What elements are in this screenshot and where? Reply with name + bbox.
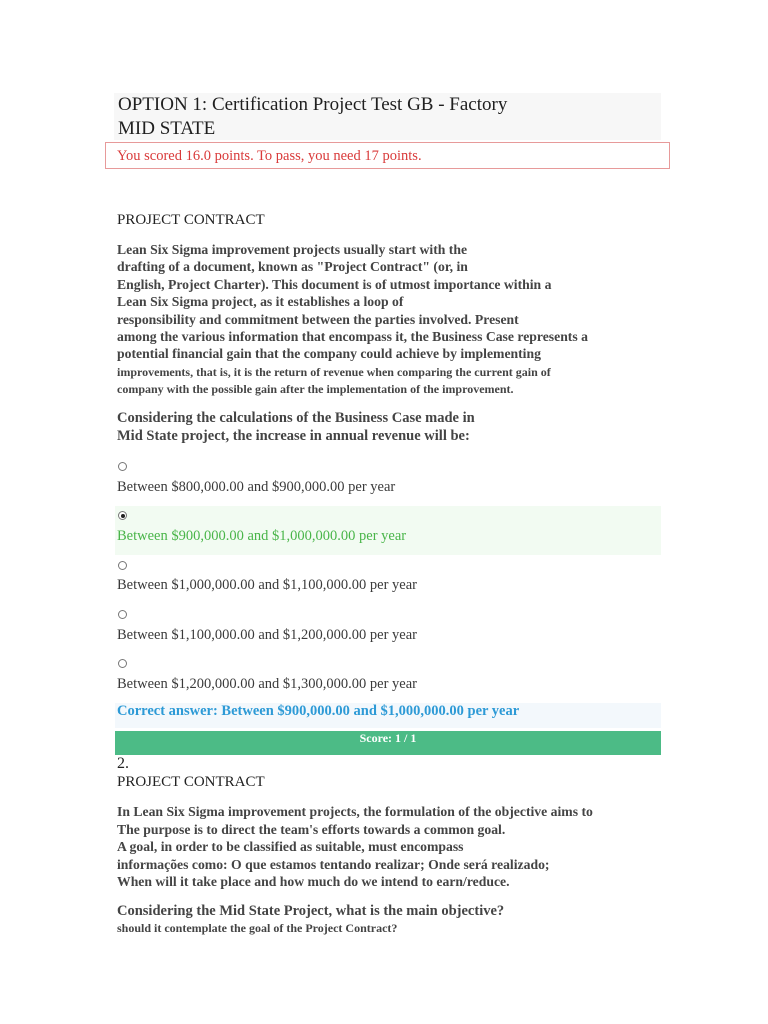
context-line: When will it take place and how much do we intend to earn/reduce. (117, 874, 510, 889)
question-prompt-line: should it contemplate the goal of the Project Contract? (117, 921, 398, 935)
section-heading: PROJECT CONTRACT (117, 774, 265, 790)
option-radio-1[interactable] (118, 462, 127, 471)
score-bar: Score: 1 / 1 (115, 731, 661, 755)
context-line: potential financial gain that the company could achieve by implementing (117, 346, 541, 361)
context-line: English, Project Charter). This document is of utmost importance within a (117, 277, 552, 292)
context-line: In Lean Six Sigma improvement projects, the formulation of the objective aims to (117, 804, 593, 819)
question-number: 2. (117, 755, 129, 772)
option-radio-2[interactable] (118, 511, 127, 520)
page-title-line-1: OPTION 1: Certification Project Test GB - Factory (118, 94, 508, 115)
option-label-2: Between $900,000.00 and $1,000,000.00 per year (117, 528, 407, 544)
context-line: Lean Six Sigma improvement projects usually start with the (117, 242, 468, 257)
section-heading: PROJECT CONTRACT (117, 212, 265, 228)
question-prompt-line: Considering the calculations of the Business Case made in (117, 410, 475, 426)
context-line: A goal, in order to be classified as suitable, must encompass (117, 839, 464, 854)
question-prompt-line: Mid State project, the increase in annual revenue will be: (117, 428, 470, 444)
option-label-5: Between $1,200,000.00 and $1,300,000.00 per year (117, 676, 418, 692)
result-message: You scored 16.0 points. To pass, you need 17 points. (105, 142, 670, 169)
correct-answer: Correct answer: Between $900,000.00 and $1,000,000.00 per year (117, 703, 520, 719)
page-title-line-2: MID STATE (118, 118, 216, 139)
option-label-1: Between $800,000.00 and $900,000.00 per year (117, 479, 396, 495)
context-line: Lean Six Sigma project, as it establishes a loop of (117, 294, 404, 309)
context-line: improvements, that is, it is the return of revenue when comparing the current gain of (117, 365, 551, 379)
context-line: company with the possible gain after the implementation of the improvement. (117, 382, 514, 396)
option-radio-4[interactable] (118, 610, 127, 619)
context-line: responsibility and commitment between the parties involved. Present (117, 312, 519, 327)
question-prompt-line: Considering the Mid State Project, what is the main objective? (117, 903, 505, 919)
context-line: informações como: O que estamos tentando realizar; Onde será realizado; (117, 857, 550, 872)
option-label-4: Between $1,100,000.00 and $1,200,000.00 per year (117, 627, 418, 643)
context-line: among the various information that encompass it, the Business Case represents a (117, 329, 588, 344)
option-radio-3[interactable] (118, 561, 127, 570)
context-line: The purpose is to direct the team's efforts towards a common goal. (117, 822, 506, 837)
option-label-3: Between $1,000,000.00 and $1,100,000.00 per year (117, 577, 418, 593)
context-line: drafting of a document, known as "Project Contract" (or, in (117, 259, 468, 274)
option-radio-5[interactable] (118, 659, 127, 668)
